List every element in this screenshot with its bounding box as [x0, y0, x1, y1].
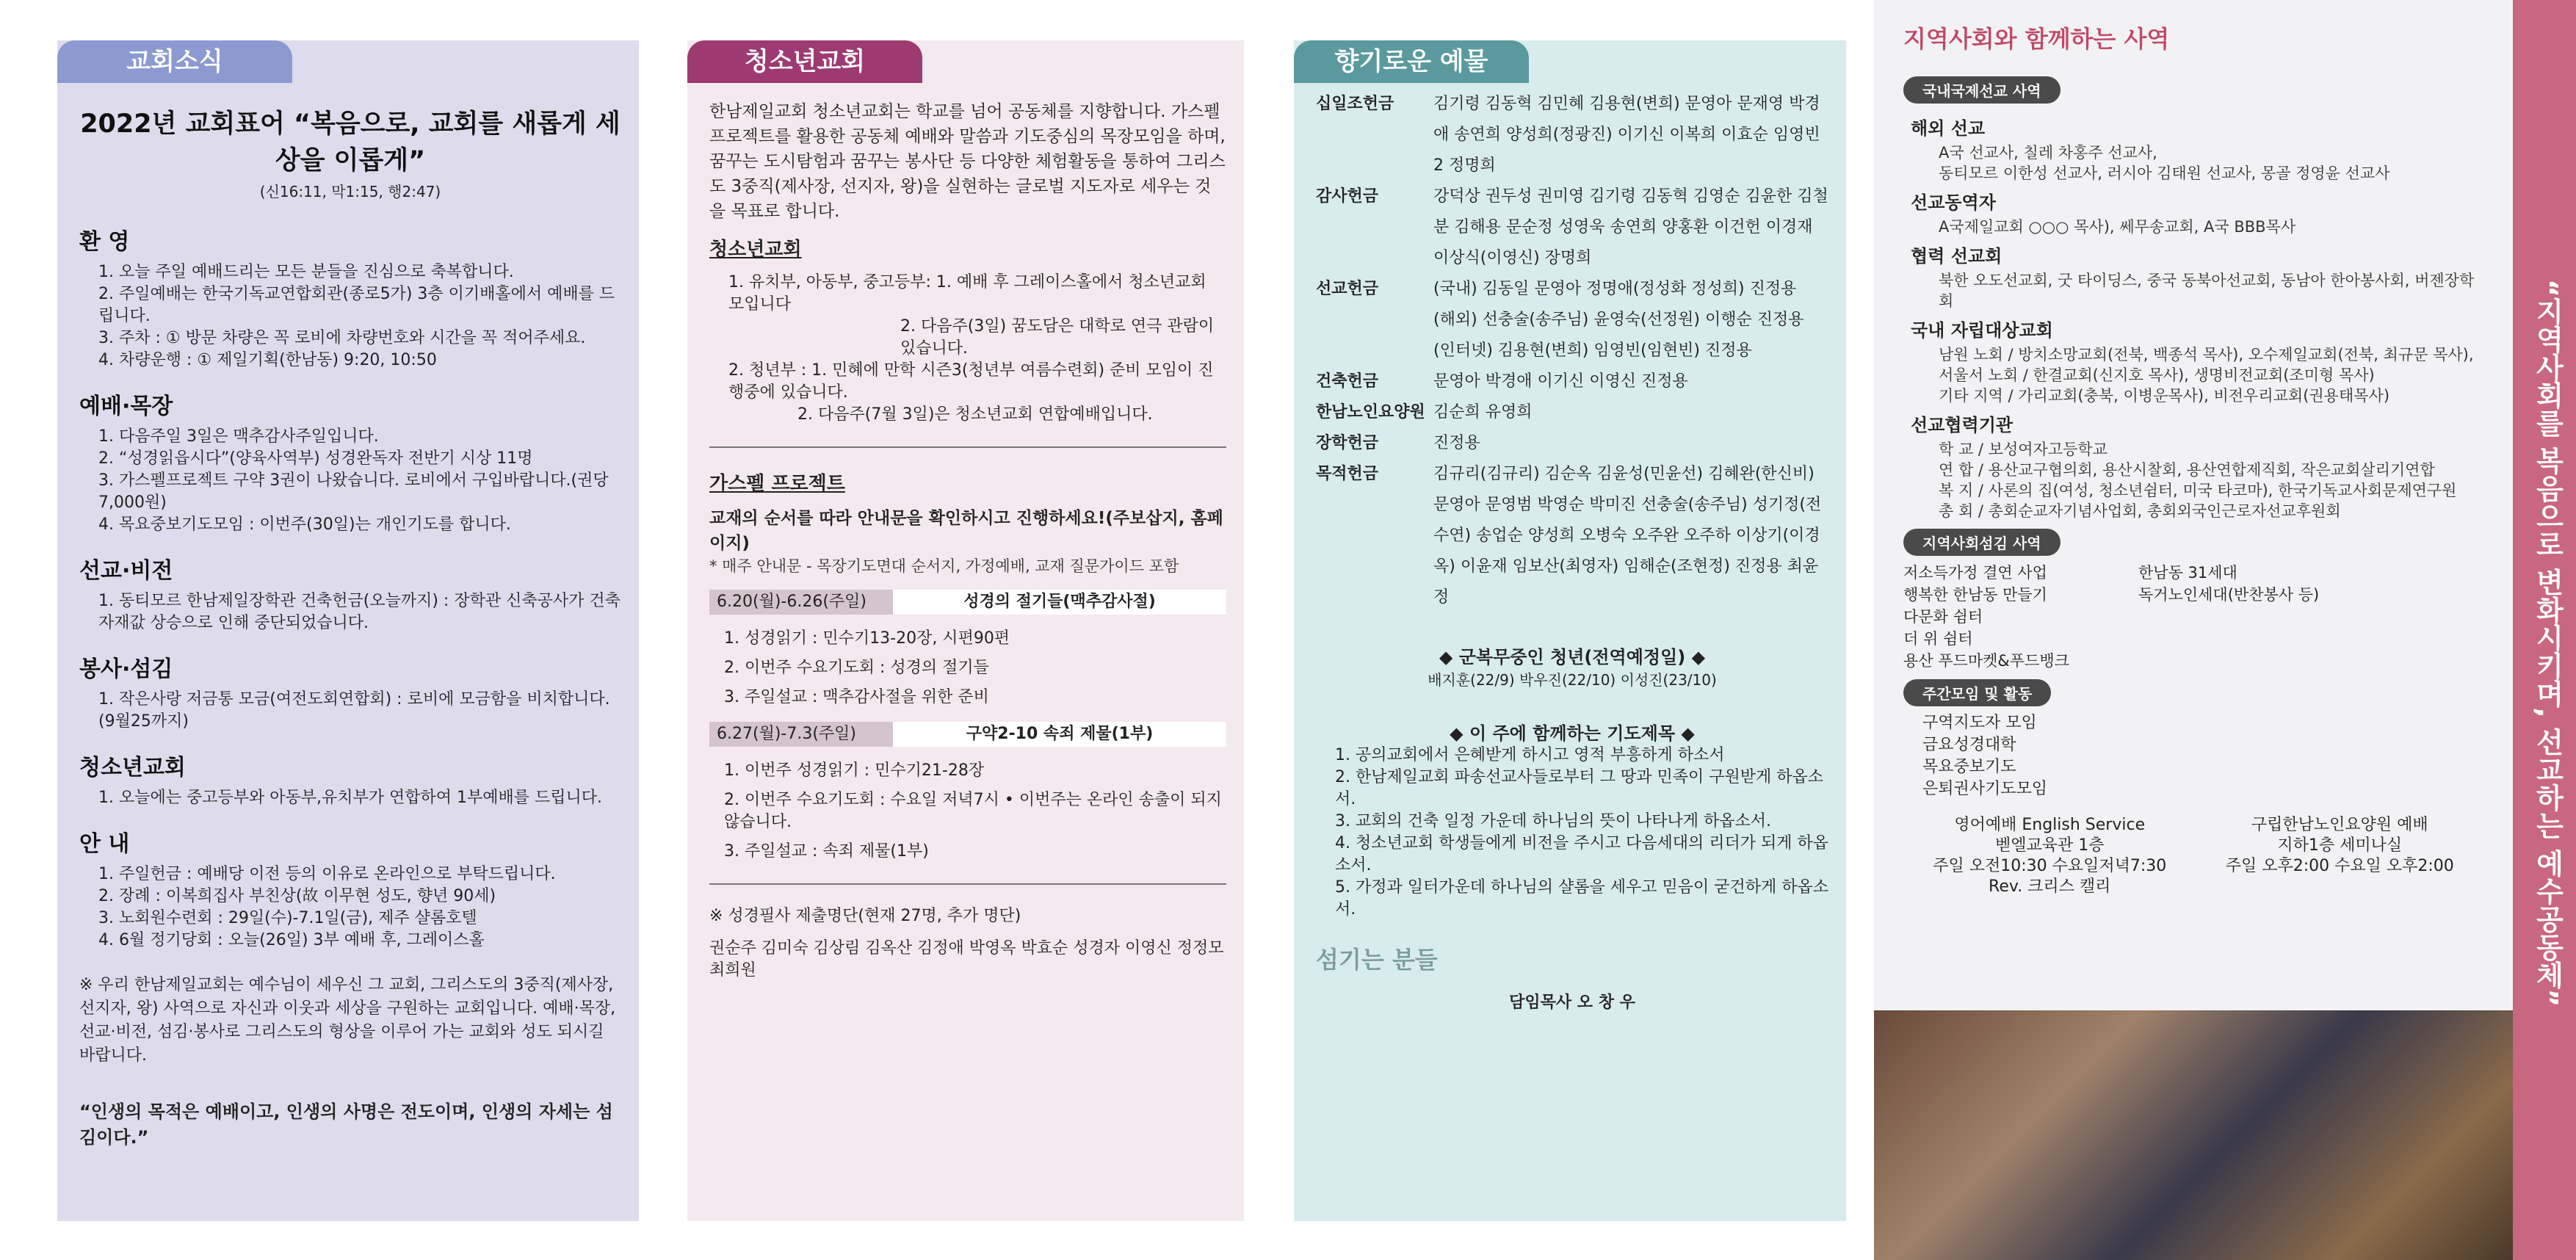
offering-type: 십일조헌금 [1316, 95, 1394, 113]
group-line: A국 선교사, 칠레 차홍주 선교사, [1939, 144, 2157, 162]
service-line: 구립한남노인요양원 예배 [2251, 816, 2428, 834]
reading-item: 1. 성경읽기 : 민수기13-20장, 시편90편 [724, 629, 1010, 648]
vertical-banner [2513, 0, 2576, 1260]
reading-item: 2. 이번주 수요기도회 : 성경의 절기들 [724, 659, 989, 677]
gospel-project-heading: 가스펠 프로젝트 [709, 473, 845, 495]
prayer-list [1316, 745, 1828, 921]
section-heading: 선교·비전 [79, 558, 173, 584]
youth-church-panel [687, 40, 1244, 1221]
english-service [1933, 815, 2166, 897]
news-item: 1. 주일헌금 : 예배당 이전 등의 이유로 온라인으로 부탁드립니다. [98, 865, 556, 883]
gp-text: 교재의 순서를 따라 안내문을 확인하시고 진행하세요!(주보삽지, 홈페이지) [709, 509, 1223, 553]
news-item: 4. 목요중보기도모임 : 이번주(30일)는 개인기도를 합니다. [98, 515, 511, 534]
military-list: 배지훈(22/9) 박우진(22/10) 이성진(23/10) [1428, 671, 1717, 689]
prayer-item: 2. 한남제일교회 파송선교사들로부터 그 땅과 민족이 구원받게 하옵소서. [1335, 768, 1824, 808]
prayer-item: 1. 공의교회에서 은혜받게 하시고 영적 부흥하게 하소서 [1335, 746, 1725, 764]
group-line: A국제일교회 ○○○ 목사), 쎄무송교회, A국 BBB목사 [1939, 218, 2296, 236]
offering-type: 한남노인요양원 [1316, 403, 1425, 421]
community-title: 지역사회와 함께하는 사역 [1903, 25, 2170, 53]
offering-type [1316, 305, 1433, 336]
offering-row [1316, 274, 1828, 305]
serve-item: 행복한 한남동 만들기 [1903, 586, 2047, 604]
copy-names: 권순주 김미숙 김상림 김옥산 김정애 박영옥 박효순 성경자 이영신 정정모 최희원 [709, 939, 1224, 980]
offering-type: 목적헌금 [1316, 465, 1379, 483]
news-item: 2. 주일예배는 한국기독교연합회관(종로5가) 3층 이기배홀에서 예배를 드립니다. [98, 285, 615, 325]
week1-topic: 성경의 절기들(맥추감사절) [893, 590, 1226, 615]
group-line: 북한 오도선교회, 굿 타이딩스, 중국 동북아선교회, 동남아 한아봉사회, 버젠장학회 [1939, 272, 2475, 310]
reading-item: 3. 주일설교 : 맥추감사절을 위한 준비 [724, 688, 989, 706]
offering-names: 김규리(김규리) 김순옥 김윤성(민윤선) 김혜완(한신비) 문영아 문영범 박영순 박미진 선충술(송주님) 성기정(전수연) 송업순 양성희 오병숙 오주완 오주하 이상기(이경옥) 이윤재 임보산(최영자) 임해순(조현정) 진정용 최윤정 [1433, 465, 1822, 607]
youth-subheading: 청소년교회 [709, 239, 802, 261]
service-line: Rev. 크리스 캘리 [1989, 877, 2111, 896]
offering-names: 강덕상 권두성 권미영 김기령 김동혁 김영순 김윤한 김철분 김해용 문순정 성영욱 송연희 양홍환 이건헌 이경재 이상식(이영신) 장명희 [1433, 187, 1828, 267]
offering-row [1316, 459, 1828, 613]
group-heading: 국내 자립대상교회 [1911, 320, 2053, 341]
serve-pill: 지역사회섬김 사역 [1903, 529, 2061, 556]
congregation-photo [1874, 1010, 2513, 1260]
group-line: 총 회 / 총회순교자기념사업회, 총회외국인근로자선교후원회 [1939, 502, 2341, 520]
group-line: 남원 노회 / 방치소망교회(전북, 백종석 목사), 오수제일교회(전북, 최규문 목사), [1939, 346, 2474, 363]
group-line: 연 합 / 용산교구협의회, 용산시찰회, 용산연합제직회, 작은교회살리기연합 [1939, 461, 2435, 479]
tab-offerings: 향기로운 예물 [1294, 40, 1529, 83]
news-sections [79, 223, 621, 952]
tab-youth-church: 청소년교회 [687, 40, 922, 83]
news-item: 4. 차량운행 : ① 제일기획(한남동) 9:20, 10:50 [98, 351, 437, 369]
serve-item: 저소득가정 결연 사업 [1903, 564, 2047, 582]
senior-pastor: 담임목사 오 창 우 [1509, 993, 1635, 1012]
news-item: 1. 다음주일 3일은 맥추감사주일입니다. [98, 427, 379, 446]
offering-type: 선교헌금 [1316, 280, 1379, 298]
banner-text: “지역사회를 복음으로 변화시키며, 선교하는 예수공동체” [2531, 279, 2564, 1007]
offering-names: (해외) 선충술(송주님) 윤영숙(선정원) 이행순 진정용 [1433, 311, 1804, 329]
week2-bar [709, 722, 1226, 747]
prayer-item: 4. 청소년교회 학생들에게 비전을 주시고 다음세대의 리더가 되게 하옵소서. [1335, 834, 1828, 875]
week1-bar [709, 590, 1226, 615]
meeting-list [1903, 712, 2483, 800]
offerings-panel [1294, 40, 1846, 1221]
offering-row [1316, 89, 1828, 181]
group-line: 서울서 노회 / 한결교회(신지호 목사), 생명비전교회(조미형 목사) [1939, 366, 2375, 384]
youth-item: 2. 다음주(7월 3일)은 청소년교회 연합예배입니다. [797, 405, 1153, 424]
mission-groups [1903, 114, 2483, 521]
prayer-item: 3. 교회의 건축 일정 가운데 하나님의 뜻이 나타나게 하옵소서. [1335, 812, 1771, 830]
meeting-item: 목요중보기도 [1922, 758, 2016, 776]
church-note: ※ 우리 한남제일교회는 예수님이 세우신 그 교회, 그리스도의 3중직(제사장, 선지자, 왕) 사역으로 자신과 이웃과 세상을 구원하는 교회입니다. 예배·목장, 선교·비전, 섬김·봉사로 그리스도의 형상을 이루어 가는 교회와 성도 되시길 바랍니다. [79, 976, 616, 1065]
offering-names: 문영아 박경애 이기신 이영신 진정용 [1433, 372, 1688, 391]
group-line: 복 지 / 사론의 집(여성, 청소년쉼터, 미국 타코마), 한국기독교사회문제연구원 [1939, 482, 2457, 499]
serve-detail [2138, 562, 2319, 672]
tab-church-news: 교회소식 [57, 40, 292, 83]
reading-item: 2. 이번주 수요기도회 : 수요일 저녁7시 • 이번주는 온라인 송출이 되지 않습니다. [724, 791, 1222, 831]
service-line: 주일 오전10:30 수요일저녁7:30 [1933, 857, 2167, 875]
news-item: 3. 노회원수련회 : 29일(수)-7.1일(금), 제주 샬롬호텔 [98, 909, 477, 927]
news-item: 3. 가스펠프로젝트 구약 3권이 나왔습니다. 로비에서 구입바랍니다.(권당7,000원) [98, 471, 609, 512]
meeting-item: 구역지도자 모임 [1922, 714, 2037, 732]
news-item: 1. 작은사랑 저금통 모금(여전도회연합회) : 로비에 모금함을 비치합니다.(9월25까지) [98, 690, 610, 731]
nursing-home-service [2226, 815, 2454, 897]
section-heading: 안 내 [79, 831, 130, 857]
week2-topic: 구약2-10 속죄 제물(1부) [893, 722, 1226, 747]
meeting-pill: 주간모임 및 활동 [1903, 679, 2051, 706]
community-panel [1874, 0, 2513, 1260]
section-heading: 환 영 [79, 229, 130, 255]
offering-row [1316, 181, 1828, 274]
section-heading: 봉사·섬김 [79, 656, 173, 682]
group-line: 동티모르 이한성 선교사, 러시아 김태원 선교사, 몽골 정영윤 선교사 [1939, 164, 2390, 182]
reading-item: 1. 이번주 성경읽기 : 민수기21-28장 [724, 761, 985, 780]
news-item: 1. 오늘에는 중고등부와 아동부,유치부가 연합하여 1부예배를 드립니다. [98, 789, 602, 807]
serve-item: 용산 푸드마켓&푸드뱅크 [1903, 652, 2069, 670]
offering-type: 장학헌금 [1316, 434, 1379, 452]
youth-content [709, 84, 1226, 982]
group-heading: 선교협력기관 [1911, 415, 2014, 435]
news-item: 3. 주차 : ① 방문 차량은 꼭 로비에 차량번호와 시간을 꼭 적어주세요. [98, 329, 586, 347]
offering-type [1316, 336, 1433, 366]
offering-names: 진정용 [1433, 434, 1480, 452]
week1-date: 6.20(월)-6.26(주일) [709, 590, 893, 615]
gp-note: * 매주 안내문 - 목장기도면대 순서지, 가정예배, 교재 질문가이드 포함 [709, 557, 1179, 575]
community-content [1903, 0, 2483, 897]
offerings-list [1316, 89, 1828, 613]
serve-detail-item: 한남동 31세대 [2138, 564, 2237, 582]
group-heading: 협력 선교회 [1911, 246, 2002, 267]
news-item: 1. 동티모르 한남제일장학관 건축헌금(오늘까지) : 장학관 신축공사가 건축 자재값 상승으로 인해 중단되었습니다. [98, 592, 621, 632]
news-item: 1. 오늘 주일 예배드리는 모든 분들을 진심으로 축복합니다. [98, 263, 514, 281]
offering-names: 김기령 김동혁 김민혜 김용현(변희) 문영아 문재영 박경애 송연희 양성희(정광진) 이기신 이복희 이효순 임영빈2 정명희 [1433, 95, 1820, 175]
serve-table [1903, 562, 2483, 672]
news-item: 2. 장례 : 이복희집사 부친상(故 이무현 성도, 향년 90세) [98, 887, 496, 905]
offering-row [1316, 428, 1828, 459]
offering-row [1316, 366, 1828, 397]
church-news-content [79, 84, 621, 1148]
services [1903, 815, 2483, 897]
offering-row [1316, 305, 1828, 336]
divider [709, 883, 1226, 885]
week1-list [709, 628, 1226, 709]
motto-ref: (신16:11, 막1:15, 행2:47) [259, 183, 441, 200]
week2-date: 6.27(월)-7.3(주일) [709, 722, 893, 747]
offering-type: 감사헌금 [1316, 187, 1379, 206]
reading-item: 3. 주일설교 : 속죄 제물(1부) [724, 842, 929, 861]
offering-names: 김순희 유영희 [1433, 403, 1533, 421]
closing-quote: “인생의 목적은 예배이고, 인생의 사명은 전도이며, 인생의 자세는 섬김이다.” [79, 1101, 613, 1148]
youth-item: 1. 유치부, 아동부, 중고등부: 1. 예배 후 그레이스홀에서 청소년교회 모입니다 [728, 273, 1206, 314]
service-line: 영어예배 English Service [1954, 816, 2146, 834]
church-news-panel [57, 40, 639, 1221]
youth-item: 2. 다음주(3일) 꿈도담은 대학로 연극 관람이 있습니다. [900, 317, 1215, 358]
service-line: 주일 오후2:00 수요일 오후2:00 [2225, 857, 2454, 875]
section-heading: 청소년교회 [79, 755, 186, 781]
group-line: 학 교 / 보성여자고등학교 [1939, 441, 2108, 458]
serve-item: 더 위 쉼터 [1903, 630, 1973, 648]
offering-type: 건축헌금 [1316, 372, 1379, 391]
news-item: 2. “성경읽읍시다”(양육사역부) 성경완독자 전반기 시상 11명 [98, 449, 533, 468]
serve-detail-item: 독거노인세대(반찬봉사 등) [2138, 586, 2320, 604]
service-line: 벧엘교육관 1층 [1994, 836, 2105, 855]
news-item: 4. 6월 정기당회 : 오늘(26일) 3부 예배 후, 그레이스홀 [98, 931, 485, 949]
offering-names: (인터넷) 김용현(변희) 임영빈(임현빈) 진정용 [1433, 341, 1752, 360]
week2-list [709, 760, 1226, 863]
section-heading: 예배·목장 [79, 394, 173, 419]
offering-row [1316, 336, 1828, 366]
copy-list-title: ※ 성경필사 제출명단(현재 27명, 추가 명단) [709, 907, 1021, 925]
meeting-item: 은퇴권사기도모임 [1922, 780, 2048, 798]
meeting-item: 금요성경대학 [1922, 736, 2016, 754]
prayer-title: ◆ 이 주에 함께하는 기도제목 ◆ [1450, 723, 1695, 744]
motto-title: 2022년 교회표어 “복음으로, 교회를 새롭게 세상을 이롭게” [80, 109, 621, 175]
youth-item: 2. 청년부 : 1. 민혜에 만학 시즌3(청년부 여름수련회) 준비 모임이 진행중에 있습니다. [728, 361, 1214, 402]
group-heading: 해외 선교 [1911, 118, 1986, 139]
offerings-content [1316, 89, 1828, 1013]
service-line: 지하1층 세미나실 [2277, 836, 2403, 855]
divider [709, 446, 1226, 448]
serve-list [1903, 562, 2138, 672]
group-line: 기타 지역 / 가리교회(충북, 이병운목사), 비전우리교회(권용태목사) [1939, 387, 2390, 405]
mission-pill: 국내국제선교 사역 [1903, 76, 2061, 104]
military-title: ◆ 군복무중인 청년(전역예정일) ◆ [1439, 647, 1706, 667]
staff-title: 섬기는 분들 [1316, 946, 1438, 974]
serve-item: 다문화 쉼터 [1903, 608, 1983, 626]
offering-row [1316, 397, 1828, 428]
youth-intro: 한남제일교회 청소년교회는 학교를 넘어 공동체를 지향합니다. 가스펠 프로젝트를 활용한 공동체 예배와 말씀과 기도중심의 목장모임을 하며, 꿈꾸는 도시탐험과 꿈꾸는 봉사단 등 다양한 체험활동을 통하여 그리스도 3중직(제사장, 선지자, 왕)을 실현하는 글로벌 지도자로 세우는 것을 목표로 합니다. [709, 102, 1226, 221]
group-heading: 선교동역자 [1911, 192, 1996, 213]
offering-names: (국내) 김동일 문영아 정명애(정성화 정성희) 진정용 [1433, 280, 1797, 298]
prayer-item: 5. 가정과 일터가운데 하나님의 샬롬을 세우고 믿음이 굳건하게 하옵소서. [1335, 878, 1828, 919]
